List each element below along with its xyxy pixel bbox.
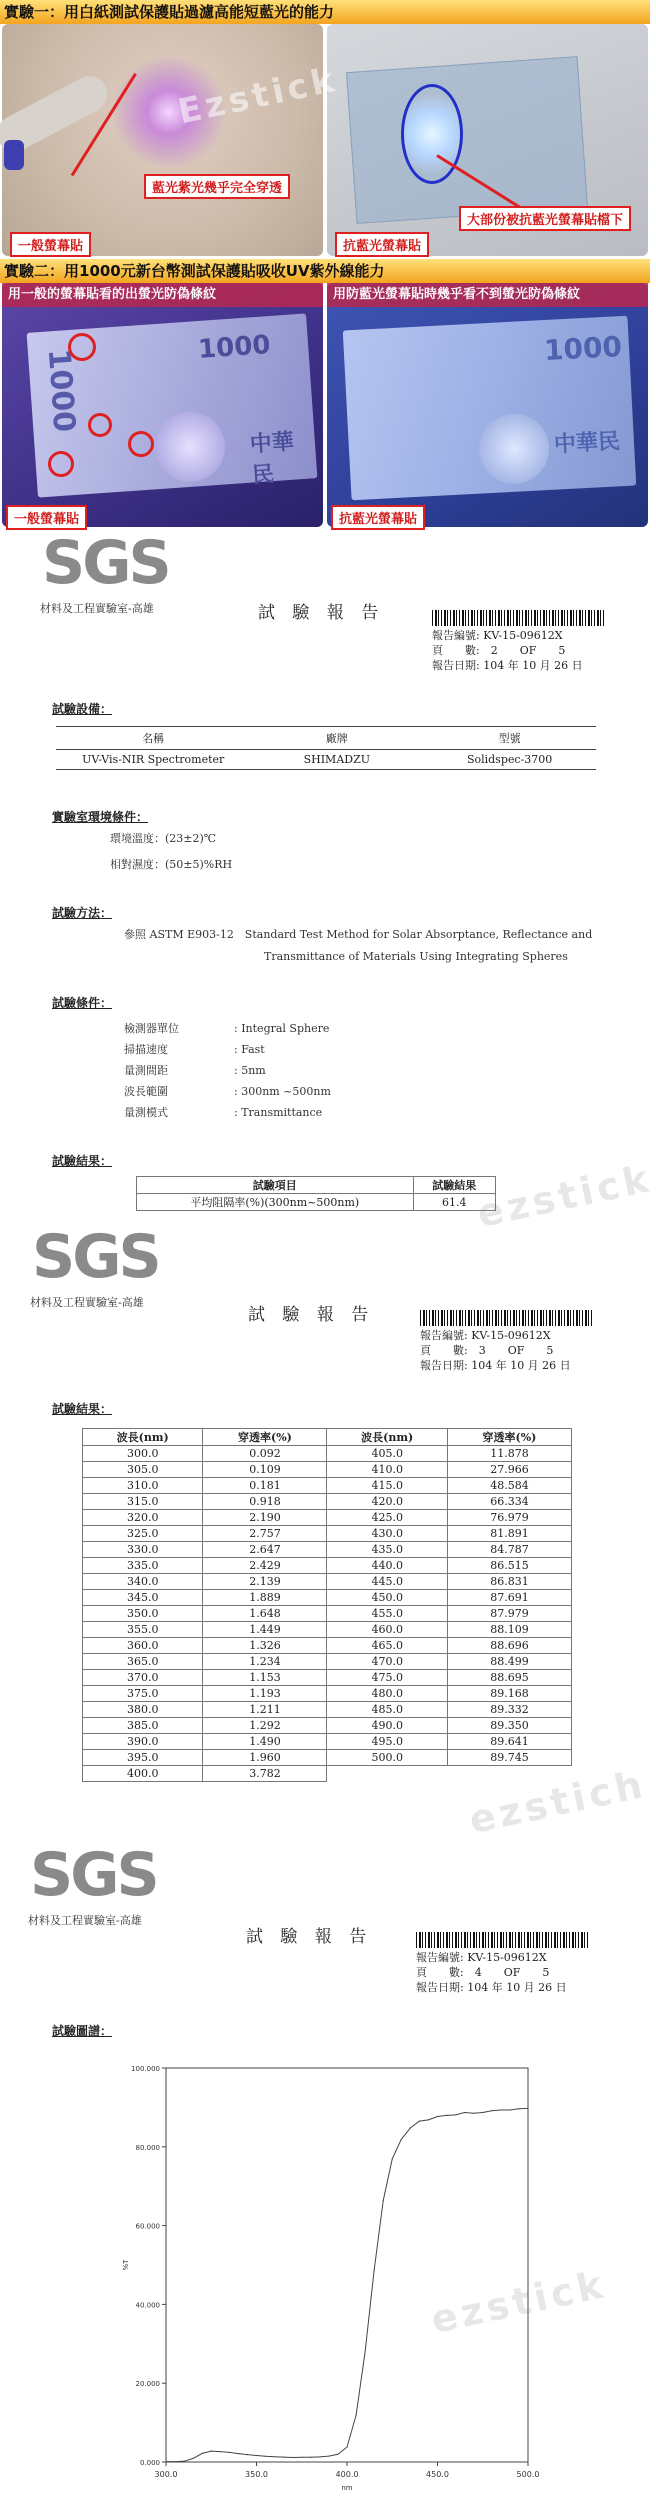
cell: 89.332 <box>447 1702 571 1718</box>
barcode <box>432 610 604 626</box>
data-point <box>319 2456 320 2457</box>
cell: 88.696 <box>447 1638 571 1654</box>
banknote-image <box>343 316 637 501</box>
cell: 86.831 <box>447 1574 571 1590</box>
cell: 310.0 <box>83 1478 203 1494</box>
cell: 385.0 <box>83 1718 203 1734</box>
corner-label: 一般螢幕貼 <box>10 232 91 257</box>
data-point <box>491 2110 492 2111</box>
spectrum-heading: 試驗圖譜： <box>52 2024 113 2038</box>
report-title: 試 驗 報 告 <box>246 1927 373 1947</box>
cell: 66.334 <box>447 1494 571 1510</box>
table-row <box>83 1638 572 1654</box>
cell: 1.153 <box>203 1670 327 1686</box>
cell: 435.0 <box>327 1542 447 1558</box>
photo-caption: 用防藍光螢幕貼時幾乎看不到螢光防偽條紋 <box>327 283 648 307</box>
cell: 345.0 <box>83 1590 203 1606</box>
banknote-portrait <box>477 412 551 486</box>
table-row <box>83 1494 572 1510</box>
method-line1: 參照 ASTM E903-12 Standard Test Method for Solar Absorptance, Reflectance and <box>124 928 593 941</box>
data-point <box>428 2119 429 2120</box>
cell: 400.0 <box>83 1766 203 1782</box>
cell: 87.979 <box>447 1606 571 1622</box>
cell: UV-Vis-NIR Spectrometer <box>82 753 225 766</box>
cell: 365.0 <box>83 1654 203 1670</box>
table-row <box>83 1606 572 1622</box>
cell: 89.168 <box>447 1686 571 1702</box>
condition-row: 量測間距 : 5nm <box>124 1064 266 1077</box>
environment-heading: 實驗室環境條件： <box>52 810 149 824</box>
cell: 2.757 <box>203 1526 327 1542</box>
cell: 445.0 <box>327 1574 447 1590</box>
x-tick-label: 450.0 <box>426 2470 449 2479</box>
barcode <box>420 1310 592 1326</box>
col-header: 穿透率(%) <box>203 1429 327 1446</box>
protector-film <box>346 56 588 224</box>
lab-name: 材料及工程實驗室-高雄 <box>40 602 154 615</box>
cell: 440.0 <box>327 1558 447 1574</box>
cell: 350.0 <box>83 1606 203 1622</box>
cell: 455.0 <box>327 1606 447 1622</box>
data-point <box>500 2109 501 2110</box>
cell: 320.0 <box>83 1510 203 1526</box>
cell: 460.0 <box>327 1622 447 1638</box>
banknote-chinese: 中華民 <box>553 428 621 458</box>
cell: 11.878 <box>447 1446 571 1462</box>
cell: 1.889 <box>203 1590 327 1606</box>
cell: 1.648 <box>203 1606 327 1622</box>
cell: SHIMADZU <box>303 753 370 766</box>
data-point <box>455 2114 456 2115</box>
table-row <box>83 1654 572 1670</box>
banknote-value-right: 1000 <box>197 330 272 366</box>
light-spot-circle <box>401 84 463 184</box>
cell: 88.109 <box>447 1622 571 1638</box>
data-point <box>193 2458 194 2459</box>
callout-label: 大部份被抗藍光螢幕貼檔下 <box>459 206 631 231</box>
table-row <box>83 1734 572 1750</box>
report-meta: 報告編號: KV-15-09612X 頁 數: 2 OF 5 報告日期: 104 年 10 月 26 日 <box>432 629 583 672</box>
banknote-value: 1000 <box>543 330 623 368</box>
table-row <box>83 1446 572 1462</box>
banknote-chinese: 中華民 <box>249 428 295 489</box>
cell: 1.292 <box>203 1718 327 1734</box>
lab-name: 材料及工程實驗室-高雄 <box>30 1296 144 1309</box>
y-tick-label: 0.000 <box>139 2459 160 2467</box>
cell: 3.782 <box>203 1766 327 1782</box>
cell: 410.0 <box>327 1462 447 1478</box>
table-row <box>83 1622 572 1638</box>
experiment2-caption: 實驗二：用1000元新台幣測試保護貼吸收UV紫外線能力 <box>0 259 650 283</box>
data-point <box>220 2451 221 2452</box>
data-point <box>310 2457 311 2458</box>
cell: 平均阻隔率(%)(300nm~500nm) <box>137 1194 414 1211</box>
data-point <box>165 2461 166 2462</box>
col-header: 波長(nm) <box>327 1429 447 1446</box>
cell <box>447 1766 571 1782</box>
cell: 420.0 <box>327 1494 447 1510</box>
report-meta: 報告編號: KV-15-09612X 頁 數: 4 OF 5 報告日期: 104 年 10 月 26 日 <box>416 1951 567 1994</box>
conditions-list <box>124 1018 424 1123</box>
cell: 89.745 <box>447 1750 571 1766</box>
cell: 335.0 <box>83 1558 203 1574</box>
cell: 2.429 <box>203 1558 327 1574</box>
cell: 86.515 <box>447 1558 571 1574</box>
data-point <box>229 2452 230 2453</box>
cell: 0.109 <box>203 1462 327 1478</box>
data-point <box>265 2456 266 2457</box>
data-point <box>292 2457 293 2458</box>
corner-label: 一般螢幕貼 <box>6 505 87 530</box>
data-point <box>482 2112 483 2113</box>
cell: 88.499 <box>447 1654 571 1670</box>
series-line <box>166 2108 528 2461</box>
col-header: 型號 <box>498 732 521 745</box>
transmittance-chart <box>118 2060 542 2496</box>
cell: 465.0 <box>327 1638 447 1654</box>
method-heading: 試驗方法： <box>52 906 113 920</box>
data-point <box>473 2113 474 2114</box>
x-tick-label: 350.0 <box>245 2470 268 2479</box>
cell: 1.490 <box>203 1734 327 1750</box>
cell: Solidspec-3700 <box>466 753 553 766</box>
table-row <box>83 1718 572 1734</box>
cell: 485.0 <box>327 1702 447 1718</box>
cell: 360.0 <box>83 1638 203 1654</box>
sgs-logo: SGS <box>42 528 169 598</box>
cell: 1.211 <box>203 1702 327 1718</box>
lab-name: 材料及工程實驗室-高雄 <box>28 1914 142 1927</box>
red-circle-marker <box>128 431 154 457</box>
cell: 470.0 <box>327 1654 447 1670</box>
transmittance-table <box>82 1428 572 1782</box>
data-point <box>419 2121 420 2122</box>
data-point <box>337 2454 338 2455</box>
cell: 355.0 <box>83 1622 203 1638</box>
data-point <box>211 2451 212 2452</box>
cell: 81.891 <box>447 1526 571 1542</box>
cell: 340.0 <box>83 1574 203 1590</box>
photo-normal-protector-blue-light <box>2 24 323 256</box>
data-point <box>401 2139 402 2140</box>
data-point <box>184 2461 185 2462</box>
data-point <box>356 2415 357 2416</box>
equipment-table <box>56 726 596 770</box>
cell: 405.0 <box>327 1446 447 1462</box>
table-row <box>83 1590 572 1606</box>
photo-normal-protector-uv <box>2 283 323 527</box>
cell: 88.695 <box>447 1670 571 1686</box>
cell: 425.0 <box>327 1510 447 1526</box>
data-point <box>392 2158 393 2159</box>
x-tick-label: 500.0 <box>516 2470 540 2479</box>
cell: 1.234 <box>203 1654 327 1670</box>
cell: 89.641 <box>447 1734 571 1750</box>
cell: 2.139 <box>203 1574 327 1590</box>
data-point <box>509 2109 510 2110</box>
data-point <box>374 2270 375 2271</box>
data-point <box>301 2457 302 2458</box>
x-tick-label: 300.0 <box>154 2470 178 2479</box>
cell: 480.0 <box>327 1686 447 1702</box>
data-point <box>365 2351 366 2352</box>
data-point <box>238 2453 239 2454</box>
table-row <box>83 1686 572 1702</box>
col-header: 廠牌 <box>325 732 348 745</box>
method-line2: Transmittance of Materials Using Integrating Spheres <box>264 950 568 963</box>
table-row <box>83 1766 572 1782</box>
cell: 415.0 <box>327 1478 447 1494</box>
y-tick-label: 80.000 <box>135 2143 160 2152</box>
cell: 1.193 <box>203 1686 327 1702</box>
table-row <box>83 1702 572 1718</box>
watermark: ezstick <box>473 1156 656 1236</box>
cell: 1.960 <box>203 1750 327 1766</box>
col-header: 試驗項目 <box>137 1177 414 1194</box>
photo-anti-blue-protector-uv <box>327 283 648 527</box>
col-header: 穿透率(%) <box>447 1429 571 1446</box>
x-tick-label: 400.0 <box>335 2470 359 2479</box>
y-tick-label: 40.000 <box>135 2301 160 2310</box>
cell: 61.4 <box>413 1194 495 1211</box>
cell: 1.449 <box>203 1622 327 1638</box>
condition-row: 波長範圍 : 300nm ~500nm <box>124 1085 331 1098</box>
data-point <box>346 2447 347 2448</box>
table-row <box>83 1462 572 1478</box>
equipment-heading: 試驗設備： <box>52 702 113 716</box>
callout-label: 藍光紫光幾乎完全穿透 <box>144 174 290 199</box>
table-row <box>83 1670 572 1686</box>
results-heading: 試驗結果： <box>52 1154 113 1168</box>
watermark: ezstick <box>427 2262 611 2342</box>
data-point <box>202 2453 203 2454</box>
data-point <box>256 2455 257 2456</box>
y-tick-label: 20.000 <box>135 2380 160 2389</box>
cell: 305.0 <box>83 1462 203 1478</box>
y-axis-label: %T <box>122 2259 130 2271</box>
data-point <box>464 2112 465 2113</box>
col-header: 名稱 <box>142 732 165 745</box>
red-circle-marker <box>48 451 74 477</box>
red-circle-marker <box>88 413 112 437</box>
data-point <box>383 2200 384 2201</box>
conditions-heading: 試驗條件： <box>52 996 113 1010</box>
plot-frame <box>166 2068 528 2462</box>
table-row <box>83 1542 572 1558</box>
cell: 370.0 <box>83 1670 203 1686</box>
cell: 0.918 <box>203 1494 327 1510</box>
data-point <box>446 2115 447 2116</box>
results-table <box>136 1176 496 1211</box>
cell: 500.0 <box>327 1750 447 1766</box>
cell: 76.979 <box>447 1510 571 1526</box>
data-point <box>174 2461 175 2462</box>
data-point <box>328 2456 329 2457</box>
sgs-logo: SGS <box>32 1222 159 1292</box>
cell: 325.0 <box>83 1526 203 1542</box>
report-meta: 報告編號: KV-15-09612X 頁 數: 3 OF 5 報告日期: 104 年 10 月 26 日 <box>420 1329 571 1372</box>
cell: 390.0 <box>83 1734 203 1750</box>
data-point <box>283 2457 284 2458</box>
report-title: 試 驗 報 告 <box>248 1305 375 1325</box>
cell: 330.0 <box>83 1542 203 1558</box>
flashlight-head <box>4 140 24 170</box>
experiment1-caption: 實驗一：用白紙測試保護貼過濾高能短藍光的能力 <box>0 0 650 24</box>
cell <box>327 1766 447 1782</box>
banknote-value: 1000 <box>40 347 82 434</box>
cell: 375.0 <box>83 1686 203 1702</box>
cell: 450.0 <box>327 1590 447 1606</box>
cell: 87.691 <box>447 1590 571 1606</box>
table-row <box>83 1510 572 1526</box>
results-heading: 試驗結果： <box>52 1402 113 1416</box>
cell: 2.190 <box>203 1510 327 1526</box>
data-point <box>274 2456 275 2457</box>
col-header: 試驗結果 <box>413 1177 495 1194</box>
report-title: 試 驗 報 告 <box>258 603 385 623</box>
cell: 27.966 <box>447 1462 571 1478</box>
cell: 430.0 <box>327 1526 447 1542</box>
condition-row: 量測模式 : Transmittance <box>124 1106 323 1119</box>
data-point <box>518 2108 519 2109</box>
data-point <box>247 2454 248 2455</box>
watermark: Ezstick <box>174 59 342 133</box>
table-row <box>83 1574 572 1590</box>
col-header: 波長(nm) <box>83 1429 203 1446</box>
temperature: 環境溫度：(23±2)℃ <box>110 832 217 845</box>
cell: 475.0 <box>327 1670 447 1686</box>
data-point <box>437 2116 438 2117</box>
y-tick-label: 100.000 <box>131 2065 160 2073</box>
barcode <box>416 1932 588 1948</box>
data-point <box>527 2108 528 2109</box>
corner-label: 抗藍光螢幕貼 <box>335 232 429 257</box>
cell: 0.181 <box>203 1478 327 1494</box>
cell: 380.0 <box>83 1702 203 1718</box>
photo-caption: 用一般的螢幕貼看的出螢光防偽條紋 <box>2 283 323 307</box>
cell: 89.350 <box>447 1718 571 1734</box>
cell: 495.0 <box>327 1734 447 1750</box>
humidity: 相對濕度：(50±5)%RH <box>110 858 233 871</box>
data-point <box>410 2127 411 2128</box>
cell: 2.647 <box>203 1542 327 1558</box>
watermark: ezstich <box>465 1761 650 1843</box>
cell: 48.584 <box>447 1478 571 1494</box>
cell: 315.0 <box>83 1494 203 1510</box>
cell: 395.0 <box>83 1750 203 1766</box>
cell: 0.092 <box>203 1446 327 1462</box>
cell: 84.787 <box>447 1542 571 1558</box>
table-row <box>83 1558 572 1574</box>
cell: 300.0 <box>83 1446 203 1462</box>
x-axis-label: nm <box>341 2484 353 2492</box>
y-tick-label: 60.000 <box>135 2222 160 2231</box>
condition-row: 掃描速度 : Fast <box>124 1043 265 1056</box>
table-row <box>83 1750 572 1766</box>
cell: 1.326 <box>203 1638 327 1654</box>
sgs-logo: SGS <box>30 1840 157 1910</box>
red-circle-marker <box>68 333 96 361</box>
condition-row: 檢測器單位 : Integral Sphere <box>124 1022 330 1035</box>
corner-label: 抗藍光螢幕貼 <box>331 505 425 530</box>
table-row <box>83 1478 572 1494</box>
table-row <box>83 1526 572 1542</box>
banknote-portrait <box>153 409 228 484</box>
cell: 490.0 <box>327 1718 447 1734</box>
